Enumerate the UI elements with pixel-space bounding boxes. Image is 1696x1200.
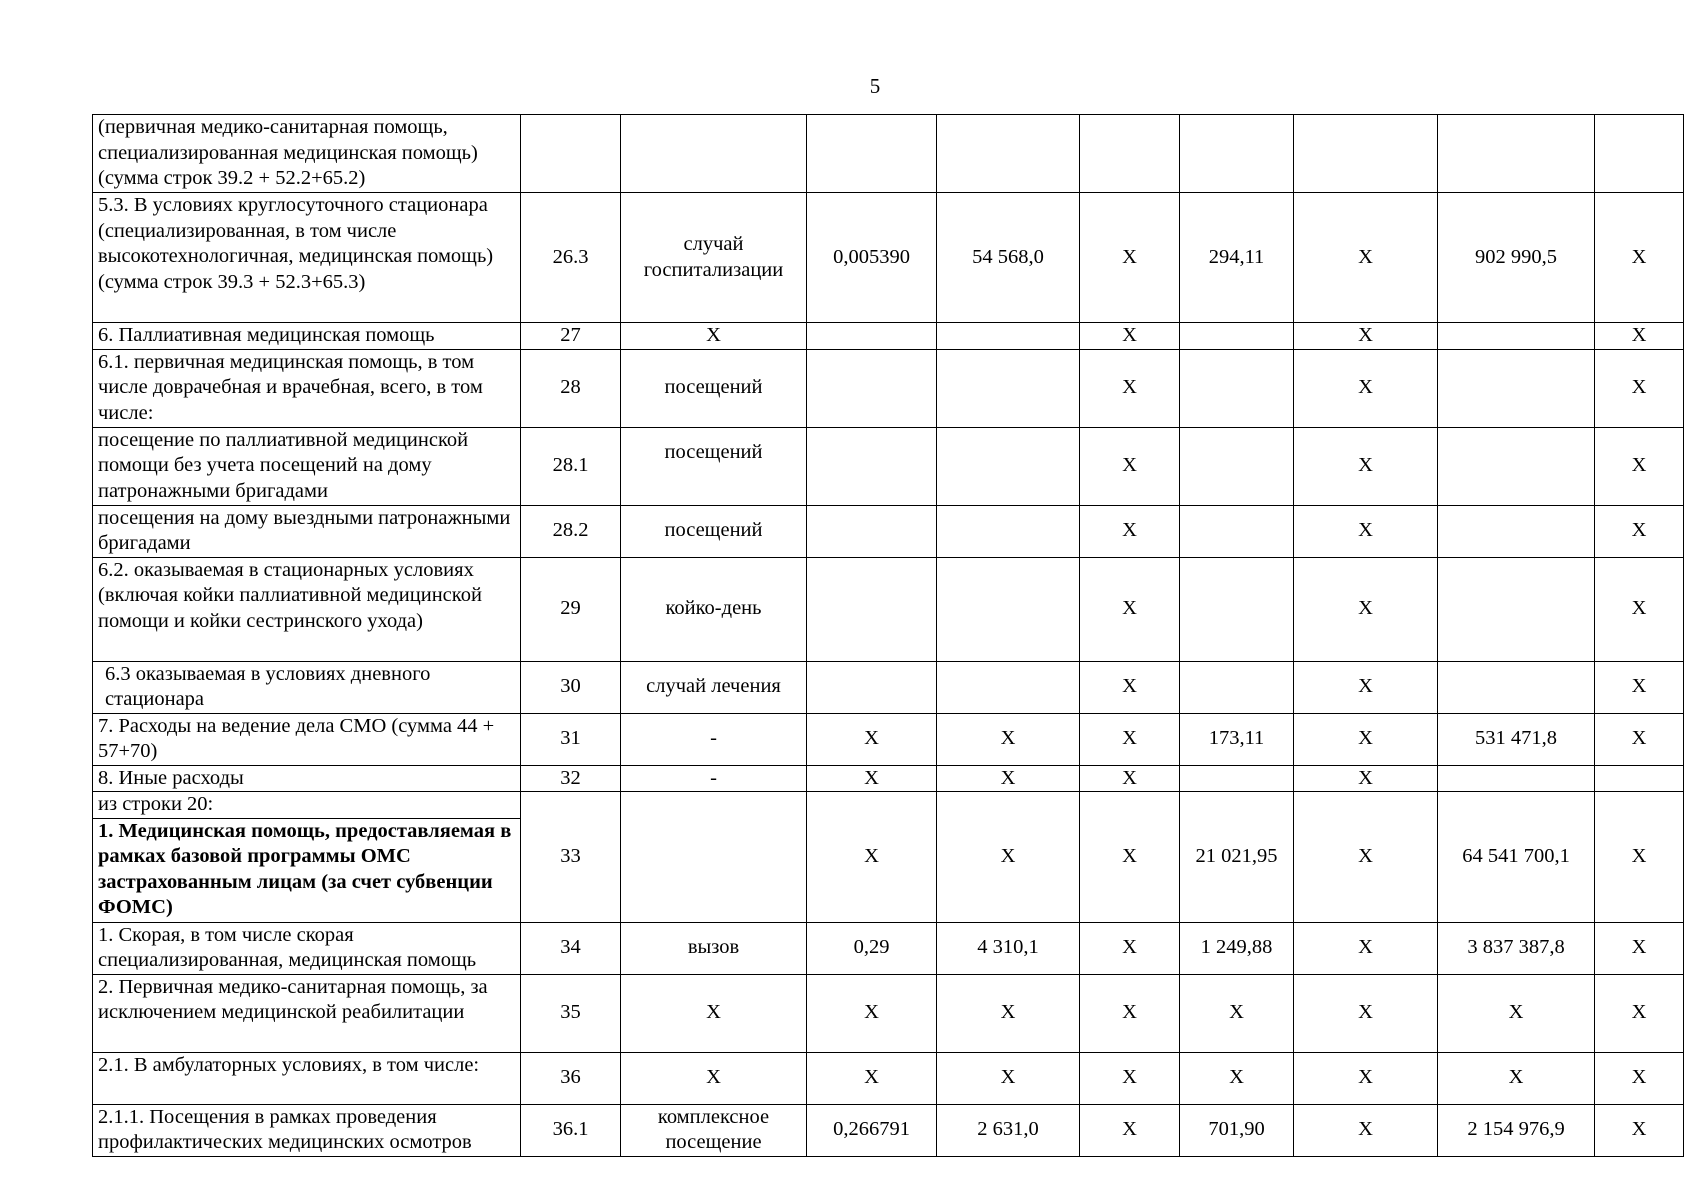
row-description: 6.1. первичная медицинская помощь, в том числе доврачебная и врачебная, всего, в том числе: — [93, 349, 521, 427]
unit-cell: Х — [621, 974, 807, 1052]
row-number: 36.1 — [521, 1104, 621, 1156]
value-cell: Х — [1595, 1104, 1684, 1156]
value-cell: Х — [1080, 661, 1180, 713]
value-cell: 4 310,1 — [937, 922, 1080, 974]
value-cell — [937, 661, 1080, 713]
value-cell: Х — [807, 713, 937, 765]
value-cell: Х — [1080, 922, 1180, 974]
value-cell: Х — [1595, 661, 1684, 713]
value-cell — [807, 115, 937, 193]
table-row — [93, 557, 1684, 661]
value-cell: Х — [937, 713, 1080, 765]
unit-cell: - — [621, 713, 807, 765]
value-cell: Х — [807, 765, 937, 792]
value-cell: Х — [1294, 323, 1438, 350]
row-description: посещение по паллиативной медицинской помощи без учета посещений на дому патронажными бригадами — [93, 427, 521, 505]
row-description: 6.3 оказываемая в условиях дневного стационара — [93, 661, 521, 713]
value-cell: Х — [1080, 792, 1180, 923]
value-cell: Х — [1595, 323, 1684, 350]
value-cell — [1180, 765, 1294, 792]
unit-cell: посещений — [621, 427, 807, 505]
row-description: 1. Медицинская помощь, предоставляемая в рамках базовой программы ОМС застрахованным лицам (за счет субвенции ФОМС) — [93, 818, 521, 922]
value-cell: 1 249,88 — [1180, 922, 1294, 974]
value-cell — [807, 505, 937, 557]
value-cell: Х — [1294, 557, 1438, 661]
value-cell: Х — [1438, 1052, 1595, 1104]
value-cell: Х — [1595, 922, 1684, 974]
value-cell — [1180, 323, 1294, 350]
row-description: (первичная медико-санитарная помощь, специализированная медицинская помощь) (сумма строк 39.2 + 52.2+65.2) — [93, 115, 521, 193]
value-cell: Х — [937, 792, 1080, 923]
value-cell: Х — [1294, 1104, 1438, 1156]
value-cell: 0,005390 — [807, 193, 937, 323]
value-cell — [1595, 115, 1684, 193]
unit-cell: Х — [621, 323, 807, 350]
row-description: 2.1.1. Посещения в рамках проведения профилактических медицинских осмотров — [93, 1104, 521, 1156]
value-cell: Х — [937, 974, 1080, 1052]
table-row — [93, 974, 1684, 1052]
value-cell — [1438, 661, 1595, 713]
table-row — [93, 661, 1684, 713]
value-cell — [1438, 115, 1595, 193]
row-number: 30 — [521, 661, 621, 713]
table-row — [93, 1104, 1684, 1156]
value-cell — [1294, 115, 1438, 193]
value-cell: 3 837 387,8 — [1438, 922, 1595, 974]
value-cell — [807, 323, 937, 350]
unit-cell: случай госпитализации — [621, 193, 807, 323]
value-cell — [937, 115, 1080, 193]
row-number: 26.3 — [521, 193, 621, 323]
unit-cell: койко-день — [621, 557, 807, 661]
row-number: 35 — [521, 974, 621, 1052]
row-number — [521, 115, 621, 193]
value-cell: Х — [937, 765, 1080, 792]
value-cell — [1180, 557, 1294, 661]
value-cell: Х — [1294, 792, 1438, 923]
row-description: 2. Первичная медико-санитарная помощь, за исключением медицинской реабилитации — [93, 974, 521, 1052]
unit-cell: вызов — [621, 922, 807, 974]
value-cell: Х — [1595, 505, 1684, 557]
row-number: 28 — [521, 349, 621, 427]
value-cell: 173,11 — [1180, 713, 1294, 765]
unit-cell — [621, 792, 807, 923]
row-number: 33 — [521, 792, 621, 923]
value-cell: Х — [1080, 1104, 1180, 1156]
value-cell — [937, 323, 1080, 350]
table-row — [93, 1052, 1684, 1104]
value-cell: 64 541 700,1 — [1438, 792, 1595, 923]
value-cell: Х — [807, 792, 937, 923]
value-cell — [1438, 765, 1595, 792]
value-cell — [1438, 505, 1595, 557]
row-description: 6.2. оказываемая в стационарных условиях (включая койки паллиативной медицинской помощи и койки сестринского ухода) — [93, 557, 521, 661]
table-row — [93, 713, 1684, 765]
value-cell: 21 021,95 — [1180, 792, 1294, 923]
value-cell: Х — [1595, 1052, 1684, 1104]
value-cell — [807, 661, 937, 713]
value-cell: Х — [1595, 713, 1684, 765]
value-cell — [807, 557, 937, 661]
value-cell — [1180, 349, 1294, 427]
row-number: 28.1 — [521, 427, 621, 505]
unit-cell: комплексное посещение — [621, 1104, 807, 1156]
value-cell: Х — [1294, 661, 1438, 713]
row-number: 31 — [521, 713, 621, 765]
value-cell: Х — [1180, 1052, 1294, 1104]
table-row — [93, 427, 1684, 505]
value-cell: Х — [1080, 713, 1180, 765]
value-cell: 294,11 — [1180, 193, 1294, 323]
value-cell: Х — [807, 974, 937, 1052]
value-cell: Х — [1080, 193, 1180, 323]
value-cell: Х — [1080, 557, 1180, 661]
table-row — [93, 765, 1684, 792]
value-cell: Х — [807, 1052, 937, 1104]
row-number: 36 — [521, 1052, 621, 1104]
row-number: 28.2 — [521, 505, 621, 557]
value-cell: Х — [1294, 193, 1438, 323]
value-cell: Х — [1180, 974, 1294, 1052]
data-table — [92, 114, 1684, 1157]
table-row — [93, 115, 1684, 193]
unit-cell: посещений — [621, 349, 807, 427]
unit-cell: посещений — [621, 505, 807, 557]
unit-cell — [621, 115, 807, 193]
value-cell: Х — [1595, 427, 1684, 505]
value-cell: Х — [1595, 193, 1684, 323]
table-row — [93, 922, 1684, 974]
row-description: 7. Расходы на ведение дела СМО (сумма 44 + 57+70) — [93, 713, 521, 765]
unit-cell: Х — [621, 1052, 807, 1104]
row-description-subheading: из строки 20: — [93, 792, 521, 819]
value-cell: Х — [1294, 922, 1438, 974]
value-cell: Х — [1294, 765, 1438, 792]
value-cell: Х — [937, 1052, 1080, 1104]
value-cell: Х — [1294, 505, 1438, 557]
value-cell — [1438, 323, 1595, 350]
page-number: 5 — [869, 74, 881, 98]
value-cell: Х — [1080, 323, 1180, 350]
value-cell — [1180, 115, 1294, 193]
value-cell — [1180, 661, 1294, 713]
value-cell: Х — [1595, 974, 1684, 1052]
value-cell: 902 990,5 — [1438, 193, 1595, 323]
value-cell — [807, 349, 937, 427]
row-number: 29 — [521, 557, 621, 661]
value-cell: 0,29 — [807, 922, 937, 974]
table-row — [93, 349, 1684, 427]
row-number: 32 — [521, 765, 621, 792]
row-number: 34 — [521, 922, 621, 974]
table-row — [93, 505, 1684, 557]
value-cell: 0,266791 — [807, 1104, 937, 1156]
value-cell: Х — [1080, 1052, 1180, 1104]
value-cell: Х — [1595, 557, 1684, 661]
table-row — [93, 323, 1684, 350]
table-row — [93, 792, 1684, 819]
value-cell — [807, 427, 937, 505]
value-cell: Х — [1294, 713, 1438, 765]
row-description: 8. Иные расходы — [93, 765, 521, 792]
value-cell — [1180, 427, 1294, 505]
value-cell: Х — [1080, 974, 1180, 1052]
value-cell — [937, 349, 1080, 427]
value-cell — [1180, 505, 1294, 557]
row-description: посещения на дому выездными патронажными бригадами — [93, 505, 521, 557]
value-cell — [1438, 427, 1595, 505]
value-cell: Х — [1595, 349, 1684, 427]
unit-cell: случай лечения — [621, 661, 807, 713]
value-cell — [1080, 115, 1180, 193]
value-cell — [1438, 557, 1595, 661]
row-description: 5.3. В условиях круглосуточного стационара (специализированная, в том числе высокотехнологичная, медицинская помощь) (сумма строк 39.3 + 52.3+65.3) — [93, 193, 521, 323]
unit-cell: - — [621, 765, 807, 792]
value-cell — [1595, 765, 1684, 792]
value-cell: Х — [1080, 765, 1180, 792]
value-cell: Х — [1294, 349, 1438, 427]
value-cell: 54 568,0 — [937, 193, 1080, 323]
value-cell: Х — [1438, 974, 1595, 1052]
row-description: 6. Паллиативная медицинская помощь — [93, 323, 521, 350]
value-cell: Х — [1595, 792, 1684, 923]
value-cell — [1438, 349, 1595, 427]
table-row — [93, 193, 1684, 323]
value-cell: Х — [1080, 427, 1180, 505]
row-description: 2.1. В амбулаторных условиях, в том числе: — [93, 1052, 521, 1104]
row-description: 1. Скорая, в том числе скорая специализированная, медицинская помощь — [93, 922, 521, 974]
row-number: 27 — [521, 323, 621, 350]
value-cell: Х — [1294, 974, 1438, 1052]
value-cell: 531 471,8 — [1438, 713, 1595, 765]
value-cell: 2 631,0 — [937, 1104, 1080, 1156]
value-cell: Х — [1080, 505, 1180, 557]
value-cell: Х — [1294, 427, 1438, 505]
value-cell: Х — [1080, 349, 1180, 427]
value-cell — [937, 557, 1080, 661]
value-cell — [937, 505, 1080, 557]
value-cell: 2 154 976,9 — [1438, 1104, 1595, 1156]
value-cell — [937, 427, 1080, 505]
value-cell: Х — [1294, 1052, 1438, 1104]
value-cell: 701,90 — [1180, 1104, 1294, 1156]
